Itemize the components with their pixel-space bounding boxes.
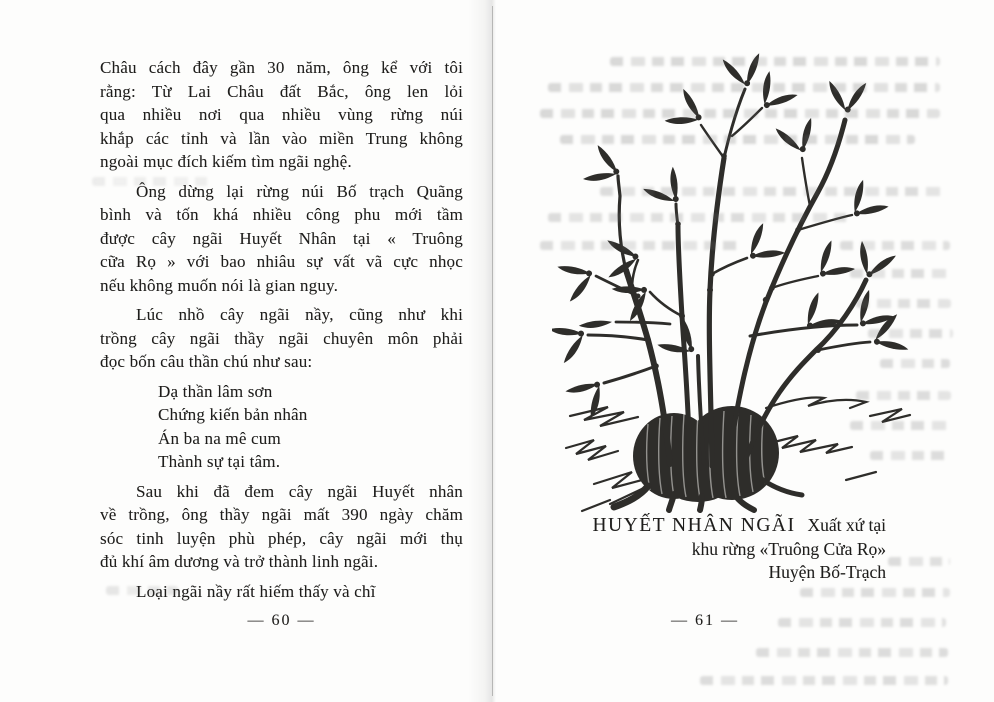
text-line: Sau khi đã đem cây ngãi Huyết nhân bbox=[136, 481, 463, 501]
text-line: nếu không muốn nói là gian nguy. bbox=[100, 275, 339, 295]
bleed-through-line bbox=[610, 57, 940, 66]
bleed-through-line bbox=[700, 676, 948, 685]
caption-title: HUYẾT NHÂN NGÃI bbox=[592, 515, 796, 536]
verse-line: Dạ thần lâm sơn bbox=[158, 381, 273, 401]
text-line: đọc bốn câu thần chú như sau: bbox=[100, 352, 313, 371]
text-line: rằng: Từ Lai Châu đất Bắc, ông len lỏi bbox=[100, 81, 463, 101]
caption-line: khu rừng «Truông Cửa Rọ» bbox=[691, 538, 886, 559]
text-line: ngoài mục đích kiếm tìm ngãi nghệ. bbox=[100, 152, 352, 171]
page-number-right: — 61 — bbox=[671, 612, 739, 629]
bleed-through-line bbox=[600, 187, 945, 196]
bleed-through-line bbox=[560, 135, 915, 144]
text-line: về trồng, ông thầy ngãi mất 390 ngày chăm bbox=[100, 505, 463, 524]
caption-title-rest: Xuất xứ tại bbox=[807, 515, 886, 535]
text-line: bình và tốn khá nhiều công phu mới tầm bbox=[100, 205, 463, 224]
text-line: cữa Rọ » với bao nhiâu sự vất vã cực nhọc bbox=[100, 252, 463, 271]
page-number-left: — 60 — bbox=[247, 612, 316, 629]
text-line: Lúc nhồ cây ngãi nầy, cũng như khi bbox=[136, 305, 463, 324]
caption-line bbox=[578, 514, 886, 538]
page-gutter-line bbox=[492, 6, 493, 696]
bleed-through-line bbox=[800, 588, 950, 597]
text-line: sóc tinh luyện phù phép, cây ngãi mới thụ bbox=[100, 528, 463, 548]
caption-line: Huyện Bố-Trạch bbox=[768, 562, 886, 582]
bleed-through-line bbox=[850, 269, 950, 278]
bleed-through-line bbox=[856, 299, 951, 308]
paragraph bbox=[100, 56, 463, 174]
bleed-through-line bbox=[756, 648, 948, 657]
bleed-through-line bbox=[778, 618, 946, 627]
verse-line: Chứng kiến bản nhân bbox=[158, 405, 308, 424]
illustration-caption bbox=[578, 514, 886, 585]
text-line: qua nhiều nơi qua nhiều vùng rừng núi bbox=[100, 105, 463, 124]
verse-line: Án ba na mê cum bbox=[158, 428, 281, 448]
paragraph bbox=[100, 303, 463, 374]
bleed-through-line bbox=[888, 557, 950, 566]
bleed-through-line bbox=[540, 109, 940, 118]
left-page-text bbox=[100, 56, 463, 609]
text-line: trồng cây ngãi thầy ngãi chuyên môn phải bbox=[100, 328, 463, 348]
text-line: Châu cách đây gần 30 năm, ông kể với tôi bbox=[100, 58, 463, 77]
text-line: đủ khí âm dương và trở thành linh ngãi. bbox=[100, 552, 379, 571]
paragraph bbox=[100, 180, 463, 298]
bleed-through-line bbox=[548, 213, 848, 222]
text-line: được cây ngãi Huyết Nhân tại « Truông bbox=[100, 228, 463, 248]
paragraph bbox=[100, 480, 463, 574]
bleed-through-line bbox=[880, 359, 950, 368]
bleed-through-line bbox=[840, 241, 950, 250]
bleed-through-line bbox=[850, 421, 950, 430]
bleed-through-line bbox=[856, 391, 951, 400]
text-line: Loại ngãi nầy rất hiếm thấy và chĩ bbox=[136, 581, 376, 601]
bleed-through-line bbox=[870, 451, 950, 460]
bleed-through-line bbox=[868, 329, 953, 338]
tuber-bulbs bbox=[633, 406, 779, 502]
bleed-through-line bbox=[92, 177, 212, 186]
verse-line: Thành sự tại tâm. bbox=[158, 452, 281, 471]
incantation-verse bbox=[100, 380, 463, 474]
text-line: Ông dừng lại rừng núi Bố trạch Quãng bbox=[136, 181, 463, 201]
bleed-through-line bbox=[106, 586, 178, 595]
bleed-through-line bbox=[548, 83, 940, 92]
text-line: khắp các tỉnh và lần vào miền Trung không bbox=[100, 128, 463, 148]
bleed-through-line bbox=[540, 241, 740, 250]
